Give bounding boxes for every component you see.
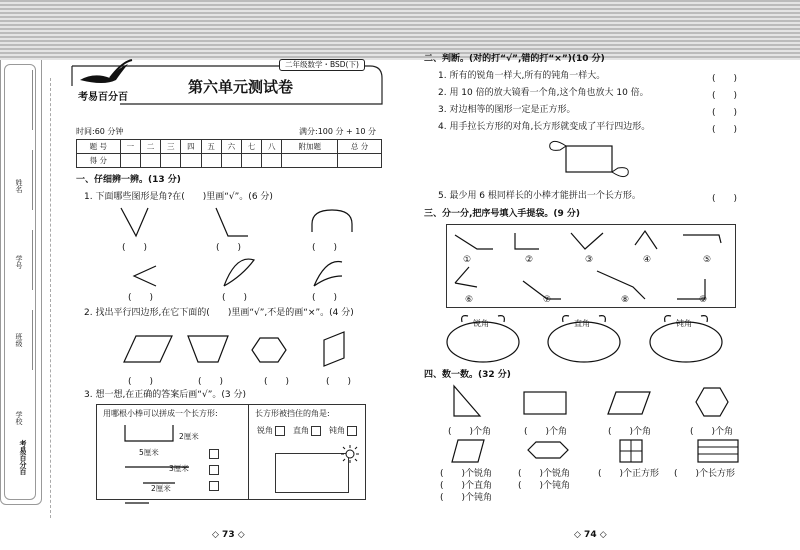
binding-strip xyxy=(0,0,42,505)
class-label: 班级 xyxy=(15,333,23,347)
name-label: 姓名 xyxy=(15,179,23,193)
count-answer-right[interactable]: ( )个直角 xyxy=(440,481,493,491)
q2-figures xyxy=(110,328,410,368)
score-row-label: 得 分 xyxy=(77,154,121,168)
count-answer-parallelogram[interactable]: ( )个角 xyxy=(608,427,652,437)
score-cell[interactable] xyxy=(181,154,201,168)
stick-label-2cm: 2厘米 xyxy=(179,432,199,441)
check-box[interactable] xyxy=(311,426,321,436)
figure-arch xyxy=(312,210,352,232)
school-line[interactable] xyxy=(32,310,33,370)
count-figures-row2 xyxy=(444,436,764,466)
count-answer-obtuse-2[interactable]: ( )个钝角 xyxy=(518,481,571,491)
angle-figures xyxy=(447,225,737,309)
count-trapezoid xyxy=(452,440,484,462)
angle-label-6: ⑥ xyxy=(465,295,474,305)
angle-option-label: 锐角 xyxy=(257,426,273,435)
count-answer-triangle[interactable]: ( )个角 xyxy=(448,427,492,437)
binding-brand: 考易百分百 xyxy=(19,440,27,475)
bag-right-drop[interactable] xyxy=(553,332,615,356)
count-hexagon xyxy=(696,388,728,416)
q3-prompt: 3. 想一想,在正确的答案后画“√”。(3 分) xyxy=(84,390,246,400)
judge-answer-5[interactable]: ( ) xyxy=(712,194,738,204)
score-cell[interactable] xyxy=(221,154,241,168)
pulled-rectangle-figure xyxy=(546,136,636,186)
count-long-hexagon xyxy=(528,442,568,458)
bag-label-obtuse: 钝角 xyxy=(676,319,692,328)
angle-label-1: ① xyxy=(463,255,472,265)
q3-check-box-1[interactable] xyxy=(209,449,219,459)
score-cell[interactable] xyxy=(241,154,261,168)
score-cell[interactable] xyxy=(338,154,382,168)
count-rectangle xyxy=(524,392,566,414)
q2-answer-4[interactable]: ( ) xyxy=(326,377,352,387)
school-label: 学校 xyxy=(15,411,23,425)
score-header-cell: 题 号 xyxy=(77,140,121,154)
angle-label-5: ⑤ xyxy=(703,255,712,265)
score-cell[interactable] xyxy=(201,154,221,168)
q3-box xyxy=(96,404,366,500)
angle-label-7: ⑦ xyxy=(543,295,552,305)
angle-label-9: ⑨ xyxy=(699,295,708,305)
count-answer-acute[interactable]: ( )个锐角 xyxy=(440,469,493,479)
q3-divider xyxy=(248,405,249,499)
figure-angle-v xyxy=(121,208,148,236)
judge-item-1: 1. 所有的锐角一样大,所有的钝角一样大。 xyxy=(438,71,606,81)
count-parallelogram xyxy=(608,392,650,414)
rabbit-logo-icon xyxy=(74,58,134,88)
q1-answer-6[interactable]: ( ) xyxy=(312,293,338,303)
check-box[interactable] xyxy=(347,426,357,436)
q1-answer-2[interactable]: ( ) xyxy=(216,243,242,253)
q1-prompt: 1. 下面哪些图形是角?在( )里画“√”。(6 分) xyxy=(84,192,273,202)
q1-answer-5[interactable]: ( ) xyxy=(222,293,248,303)
time-limit: 时间:60 分钟 xyxy=(76,127,124,136)
page-number-left: ◇ 73 ◇ xyxy=(212,530,245,540)
section4-title: 四、数一数。(32 分) xyxy=(424,370,511,380)
judge-answer-3[interactable]: ( ) xyxy=(712,108,738,118)
score-header-cell: 一 xyxy=(120,140,140,154)
judge-item-4: 4. 用手拉长方形的对角,长方形就变成了平行四边形。 xyxy=(438,122,651,132)
angle-label-2: ② xyxy=(525,255,534,265)
stick-label-3cm: 3厘米 xyxy=(169,464,189,473)
bag-obtuse-drop[interactable] xyxy=(655,332,717,356)
q1-answer-1[interactable]: ( ) xyxy=(122,243,148,253)
binding-decoration xyxy=(0,0,42,60)
score-header-cell: 八 xyxy=(262,140,282,154)
score-header-cell: 六 xyxy=(221,140,241,154)
judge-item-3: 3. 对边相等的图形一定是正方形。 xyxy=(438,105,576,115)
page-number-right: ◇ 74 ◇ xyxy=(574,530,607,540)
score-header-cell: 附加题 xyxy=(282,140,338,154)
q3-check-box-2[interactable] xyxy=(209,465,219,475)
q3-check-box-3[interactable] xyxy=(209,481,219,491)
grade-tag: 二年级数学・BSD(下) xyxy=(279,59,365,71)
stick-label-5cm: 5厘米 xyxy=(139,448,159,457)
student-id-line[interactable] xyxy=(32,150,33,210)
q1-answer-3[interactable]: ( ) xyxy=(312,243,338,253)
score-header-cell: 三 xyxy=(161,140,181,154)
judge-answer-4[interactable]: ( ) xyxy=(712,125,738,135)
q1-answer-4[interactable]: ( ) xyxy=(128,293,154,303)
q2-answer-2[interactable]: ( ) xyxy=(198,377,224,387)
figure-open-angle xyxy=(134,266,156,286)
figure-angle-obtuse xyxy=(216,208,248,236)
angle-option-label: 直角 xyxy=(293,426,309,435)
test-header xyxy=(70,52,385,110)
shape-trapezoid xyxy=(188,336,228,362)
count-answer-squares[interactable]: ( )个正方形 xyxy=(598,469,660,479)
angles-box xyxy=(446,224,736,308)
score-cell[interactable] xyxy=(282,154,338,168)
bag-acute-drop[interactable] xyxy=(452,332,514,356)
angle-option-acute[interactable] xyxy=(257,425,285,436)
q2-prompt: 2. 找出平行四边形,在它下面的( )里画“√”,不是的画“×”。(4 分) xyxy=(84,308,354,318)
sun-icon xyxy=(341,445,359,463)
q3-left-title: 用哪根小棒可以拼成一个长方形: xyxy=(103,409,218,418)
count-striped-rectangles xyxy=(698,440,738,462)
full-score: 满分:100 分 + 10 分 xyxy=(299,127,377,136)
stick-label-2cm-b: 2厘米 xyxy=(151,484,171,493)
count-answer-rectangles[interactable]: ( )个长方形 xyxy=(674,469,736,479)
q3-right-title: 长方形被挡住的角是: xyxy=(255,409,330,418)
score-header-cell: 总 分 xyxy=(338,140,382,154)
count-grid-squares xyxy=(620,440,642,462)
brand-name: 考易百分百 xyxy=(78,92,128,103)
score-header-cell: 四 xyxy=(181,140,201,154)
bag-label-acute: 锐角 xyxy=(473,319,489,328)
section2-title: 二、判断。(对的打“√”,错的打“×”)(10 分) xyxy=(424,54,605,64)
class-line[interactable] xyxy=(32,230,33,290)
figure-curve-angle xyxy=(314,262,342,287)
score-table-score-row xyxy=(77,154,382,168)
score-cell[interactable] xyxy=(161,154,181,168)
score-cell[interactable] xyxy=(262,154,282,168)
score-table xyxy=(76,139,382,168)
score-table-header-row xyxy=(77,140,382,154)
judge-item-2: 2. 用 10 倍的放大镜看一个角,这个角也放大 10 倍。 xyxy=(438,88,649,98)
count-answer-obtuse[interactable]: ( )个钝角 xyxy=(440,493,493,503)
judge-answer-1[interactable]: ( ) xyxy=(712,74,738,84)
count-figures-row1 xyxy=(444,382,764,422)
cut-line xyxy=(50,78,51,518)
score-header-cell: 二 xyxy=(140,140,160,154)
bag-label-right: 直角 xyxy=(574,319,590,328)
count-answer-rectangle[interactable]: ( )个角 xyxy=(524,427,568,437)
angle-label-4: ④ xyxy=(643,255,652,265)
student-id-label: 学号 xyxy=(15,255,23,269)
score-header-cell: 七 xyxy=(241,140,261,154)
count-triangle xyxy=(454,386,480,416)
check-box[interactable] xyxy=(275,426,285,436)
page-title: 第六单元测试卷 xyxy=(188,78,294,96)
angle-option-right[interactable] xyxy=(293,425,321,436)
angle-option-obtuse[interactable] xyxy=(329,425,357,436)
angle-label-3: ③ xyxy=(585,255,594,265)
judge-answer-2[interactable]: ( ) xyxy=(712,91,738,101)
section1-title: 一、仔细辨一辨。(13 分) xyxy=(76,175,181,185)
covered-rectangle xyxy=(275,453,349,493)
q2-answer-1[interactable]: ( ) xyxy=(128,377,154,387)
angle-option-label: 钝角 xyxy=(329,426,345,435)
shape-hexagon xyxy=(252,338,286,362)
q2-answer-3[interactable]: ( ) xyxy=(264,377,290,387)
q3-sticks xyxy=(97,419,247,499)
figure-curved-angle xyxy=(224,259,254,286)
score-header-cell: 五 xyxy=(201,140,221,154)
count-answer-acute-2[interactable]: ( )个锐角 xyxy=(518,469,571,479)
name-line[interactable] xyxy=(32,70,33,130)
angle-label-8: ⑧ xyxy=(621,295,630,305)
shape-slanted-parallelogram xyxy=(324,332,344,366)
score-cell[interactable] xyxy=(140,154,160,168)
score-cell[interactable] xyxy=(120,154,140,168)
count-answer-hexagon[interactable]: ( )个角 xyxy=(690,427,734,437)
judge-item-5: 5. 最少用 6 根同样长的小棒才能拼出一个长方形。 xyxy=(438,191,641,201)
section3-title: 三、分一分,把序号填入手提袋。(9 分) xyxy=(424,209,581,219)
shape-parallelogram xyxy=(124,336,172,362)
